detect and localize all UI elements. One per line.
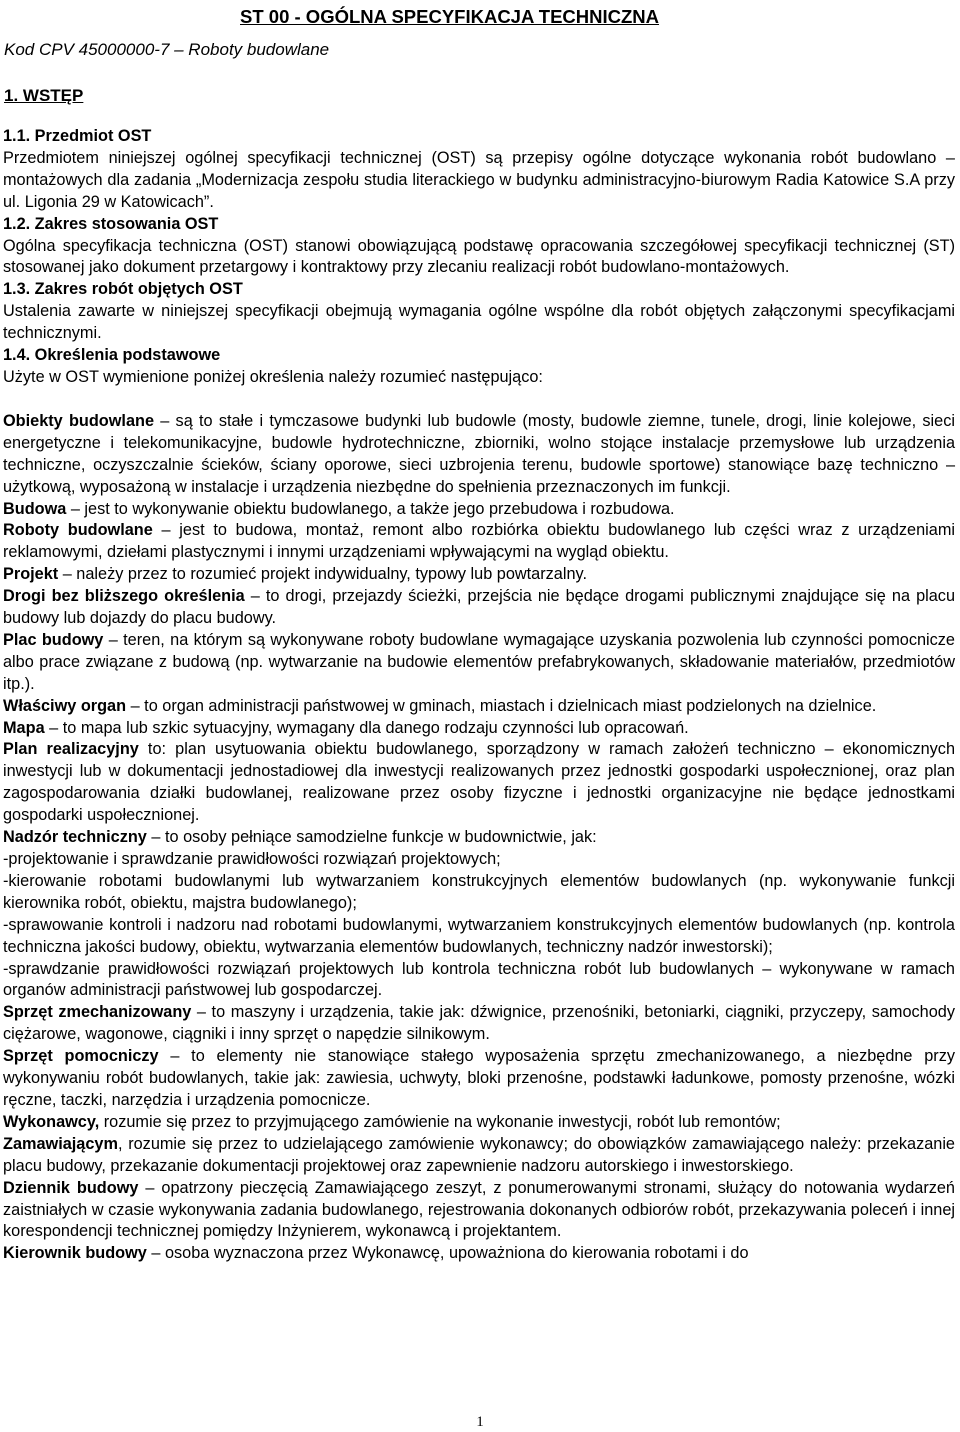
definition-term: Zamawiającym [3, 1134, 118, 1153]
definition-paragraph [3, 696, 955, 718]
definition-term: Wykonawcy, [3, 1112, 100, 1131]
definition-text: – opatrzony pieczęcią Zamawiającego zeszyt, z ponumerowanymi stronami, służący do notowania wydarzeń zaistniałych w czasie wykonywania zadania budowlanego, rejestrowania dokonanych odbiorów robót, przekazywania poleceń i innej korespondencji technicznej pomiędzy Inżynierem, wykonawcą i projektantem. [3, 1178, 955, 1241]
list-item: -sprawowanie kontroli i nadzoru nad robotami budowlanymi, wytwarzaniem konstrukcyjnych elementów budowlanych (np. kontrola techniczna jakości budowy, obiektu, wytwarzania elementów budowlanych, techniczny nadzór inwestorski); [3, 915, 955, 956]
definition-term: Mapa [3, 718, 45, 737]
definition-paragraph [3, 1112, 955, 1134]
definition-text: – to drogi, przejazdy ścieżki, przejścia nie będące drogami publicznymi znajdujące się na placu budowy lub dojazdy do placu budowy. [3, 587, 955, 628]
definition-text: , rozumie się przez to udzielającego zamówienie wykonawcy; do obowiązków zamawiającego należy: przekazanie placu budowy, przekazanie dokumentacji projektowej oraz zapewnienie nadzoru autorskiego i inwestorskiego. [3, 1134, 955, 1175]
definition-text: – teren, na którym są wykonywane roboty budowlane wymagające uzyskania pozwolenia lub czynności pomocnicze albo prace związane z budową (np. wytwarzanie na budowie elementów prefabrykowanych, składowanie materiałów, przedmiotów itp.). [3, 630, 955, 693]
definition-paragraph [3, 1243, 955, 1265]
definition-paragraph [3, 1178, 955, 1244]
section-intro-1-4: Użyte w OST wymienione poniżej określenia należy rozumieć następująco: [3, 367, 543, 386]
definition-term: Projekt [3, 565, 59, 584]
definition-paragraph [3, 827, 955, 849]
definition-paragraph [3, 411, 955, 499]
section-text-1-1: Przedmiotem niniejszej ogólnej specyfikacji technicznej (OST) są przepisy ogólne dotyczące wykonania robót budowlano – montażowych dla zadania „Modernizacja zespołu studia literackiego w budynku administracyjno-biurowym Radia Katowice S.A przy ul. Ligonia 29 w Katowicach”. [3, 148, 955, 211]
definition-paragraph [3, 630, 955, 696]
section-text-1-2: Ogólna specyfikacja techniczna (OST) stanowi obowiązującą podstawę opracowania szczegółowej specyfikacji technicznej (ST) stosowanej jako dokument przetargowy i kontraktowy przy zlecaniu realizacji robót budowlano-montażowych. [3, 236, 955, 277]
definition-term: Sprzęt pomocniczy [3, 1047, 159, 1066]
definition-text: – to mapa lub szkic sytuacyjny, wymagany dla danego rodzaju czynności lub opracowań. [44, 718, 689, 737]
definition-text: – to osoby pełniące samodzielne funkcje w budownictwie, jak: [146, 828, 597, 847]
section-heading-intro: 1. WSTĘP [4, 86, 84, 105]
definition-text: to: plan usytuowania obiektu budowlanego, sporządzony w ramach założeń techniczno – ekonomicznych inwestycji lub w dokumentacji jednostadiowej dla inwestycji realizowanych przez jednostki gospodarki uspołecznionej, oraz plan zagospodarowania działki budowlanej, realizowane przez osoby fizyczne i jednostki organizacyjne nie będące jednostkami gospodarki uspołecznionej. [3, 740, 956, 825]
definition-text: – to maszyny i urządzenia, takie jak: dźwignice, przenośniki, betoniarki, ciągniki, przyczepy, samochody ciężarowe, wagonowe, ciągniki i inny sprzęt o napędzie silnikowym. [3, 1003, 955, 1044]
definition-term: Roboty budowlane [3, 521, 153, 540]
definition-term: Właściwy organ [3, 696, 127, 715]
definition-text: – to organ administracji państwowej w gminach, miastach i dzielnicach miast podzielonych na dzielnice. [126, 696, 877, 715]
document-body [3, 126, 955, 1265]
definition-term: Dziennik budowy [3, 1178, 139, 1197]
definition-term: Drogi bez bliższego określenia [3, 587, 245, 606]
definition-term: Sprzęt zmechanizowany [3, 1003, 192, 1022]
definition-paragraph [3, 1046, 955, 1112]
section-heading-1-3: 1.3. Zakres robót objętych OST [3, 280, 243, 299]
section-heading-1-2: 1.2. Zakres stosowania OST [3, 214, 219, 233]
list-item: -projektowanie i sprawdzanie prawidłowości rozwiązań projektowych; [3, 850, 501, 868]
definition-term: Budowa [3, 499, 67, 518]
definition-paragraph [3, 586, 955, 630]
definition-paragraph [3, 718, 955, 740]
definition-paragraph [3, 1134, 955, 1178]
page-number: 1 [476, 1414, 484, 1430]
definition-paragraph [3, 1002, 955, 1046]
definition-text: – osoba wyznaczona przez Wykonawcę, upoważniona do kierowania robotami i do [146, 1244, 749, 1263]
section-heading-1-4: 1.4. Określenia podstawowe [3, 346, 221, 365]
definition-term: Nadzór techniczny [3, 828, 147, 847]
definition-text: – należy przez to rozumieć projekt indywidualny, typowy lub powtarzalny. [58, 565, 587, 584]
definition-text: – jest to budowa, montaż, remont albo rozbiórka obiektu budowlanego lub części wraz z urządzeniami reklamowymi, dziełami plastycznymi i innymi urządzeniami wpływającymi na wygląd obiektu. [3, 521, 955, 562]
definition-paragraph [3, 564, 955, 586]
list-item: -kierowanie robotami budowlanymi lub wytwarzaniem konstrukcyjnych elementów budowlanych (np. wykonywanie funkcji kierownika robót, obiektu, majstra budowlanego); [3, 871, 955, 912]
definition-term: Plan realizacyjny [3, 740, 139, 759]
definition-term: Plac budowy [3, 630, 104, 649]
definition-paragraph [3, 739, 955, 827]
section-text-1-3: Ustalenia zawarte w niniejszej specyfikacji obejmują wymagania ogólne wspólne dla robót objętych załączonymi specyfikacjami technicznymi. [3, 302, 955, 343]
document-title: ST 00 - OGÓLNA SPECYFIKACJA TECHNICZNA [240, 6, 660, 27]
section-heading-1-1: 1.1. Przedmiot OST [3, 127, 152, 145]
definition-paragraph [3, 520, 955, 564]
definition-term: Obiekty budowlane [3, 411, 154, 430]
definition-text: – to elementy nie stanowiące stałego wyposażenia sprzętu zmechanizowanego, a niezbędne przy wykonywaniu robót budowlanych, takie jak: zawiesia, uchwyty, bloki przenośne, podstawki ładunkowe, pomosty przenośne, wózki ręczne, taczki, narzędzia i urządzenia pomocnicze. [3, 1047, 955, 1109]
definition-term: Kierownik budowy [3, 1244, 147, 1263]
definition-text: rozumie się przez to przyjmującego zamówienie na wykonanie inwestycji, robót lub remontów; [99, 1112, 781, 1131]
cpv-code: Kod CPV 45000000-7 – Roboty budowlane [4, 40, 330, 59]
definition-text: – są to stałe i tymczasowe budynki lub budowle (mosty, budowle ziemne, tunele, drogi, linie kolejowe, sieci energetyczne i telekomunikacyjne, budowle hydrotechniczne, zbiorniki, wolno stojące instalacje przemysłowe lub urządzenia techniczne, oczyszczalnie ścieków, ściany oporowe, sieci uzbrojenia terenu, budowle sportowe) stanowiące bazę techniczno – użytkową, wyposażoną w instalacje i urządzenia niezbędne do spełnienia przeznaczonych im funkcji. [3, 411, 955, 496]
list-item: -sprawdzanie prawidłowości rozwiązań projektowych lub kontrola techniczna robót lub budowlanych – wykonywane w ramach organów administracji państwowej lub gospodarczej. [3, 959, 955, 1000]
definition-text: – jest to wykonywanie obiektu budowlanego, a także jego przebudowa i rozbudowa. [66, 499, 675, 518]
definition-paragraph [3, 499, 955, 521]
blank-line [3, 389, 955, 411]
